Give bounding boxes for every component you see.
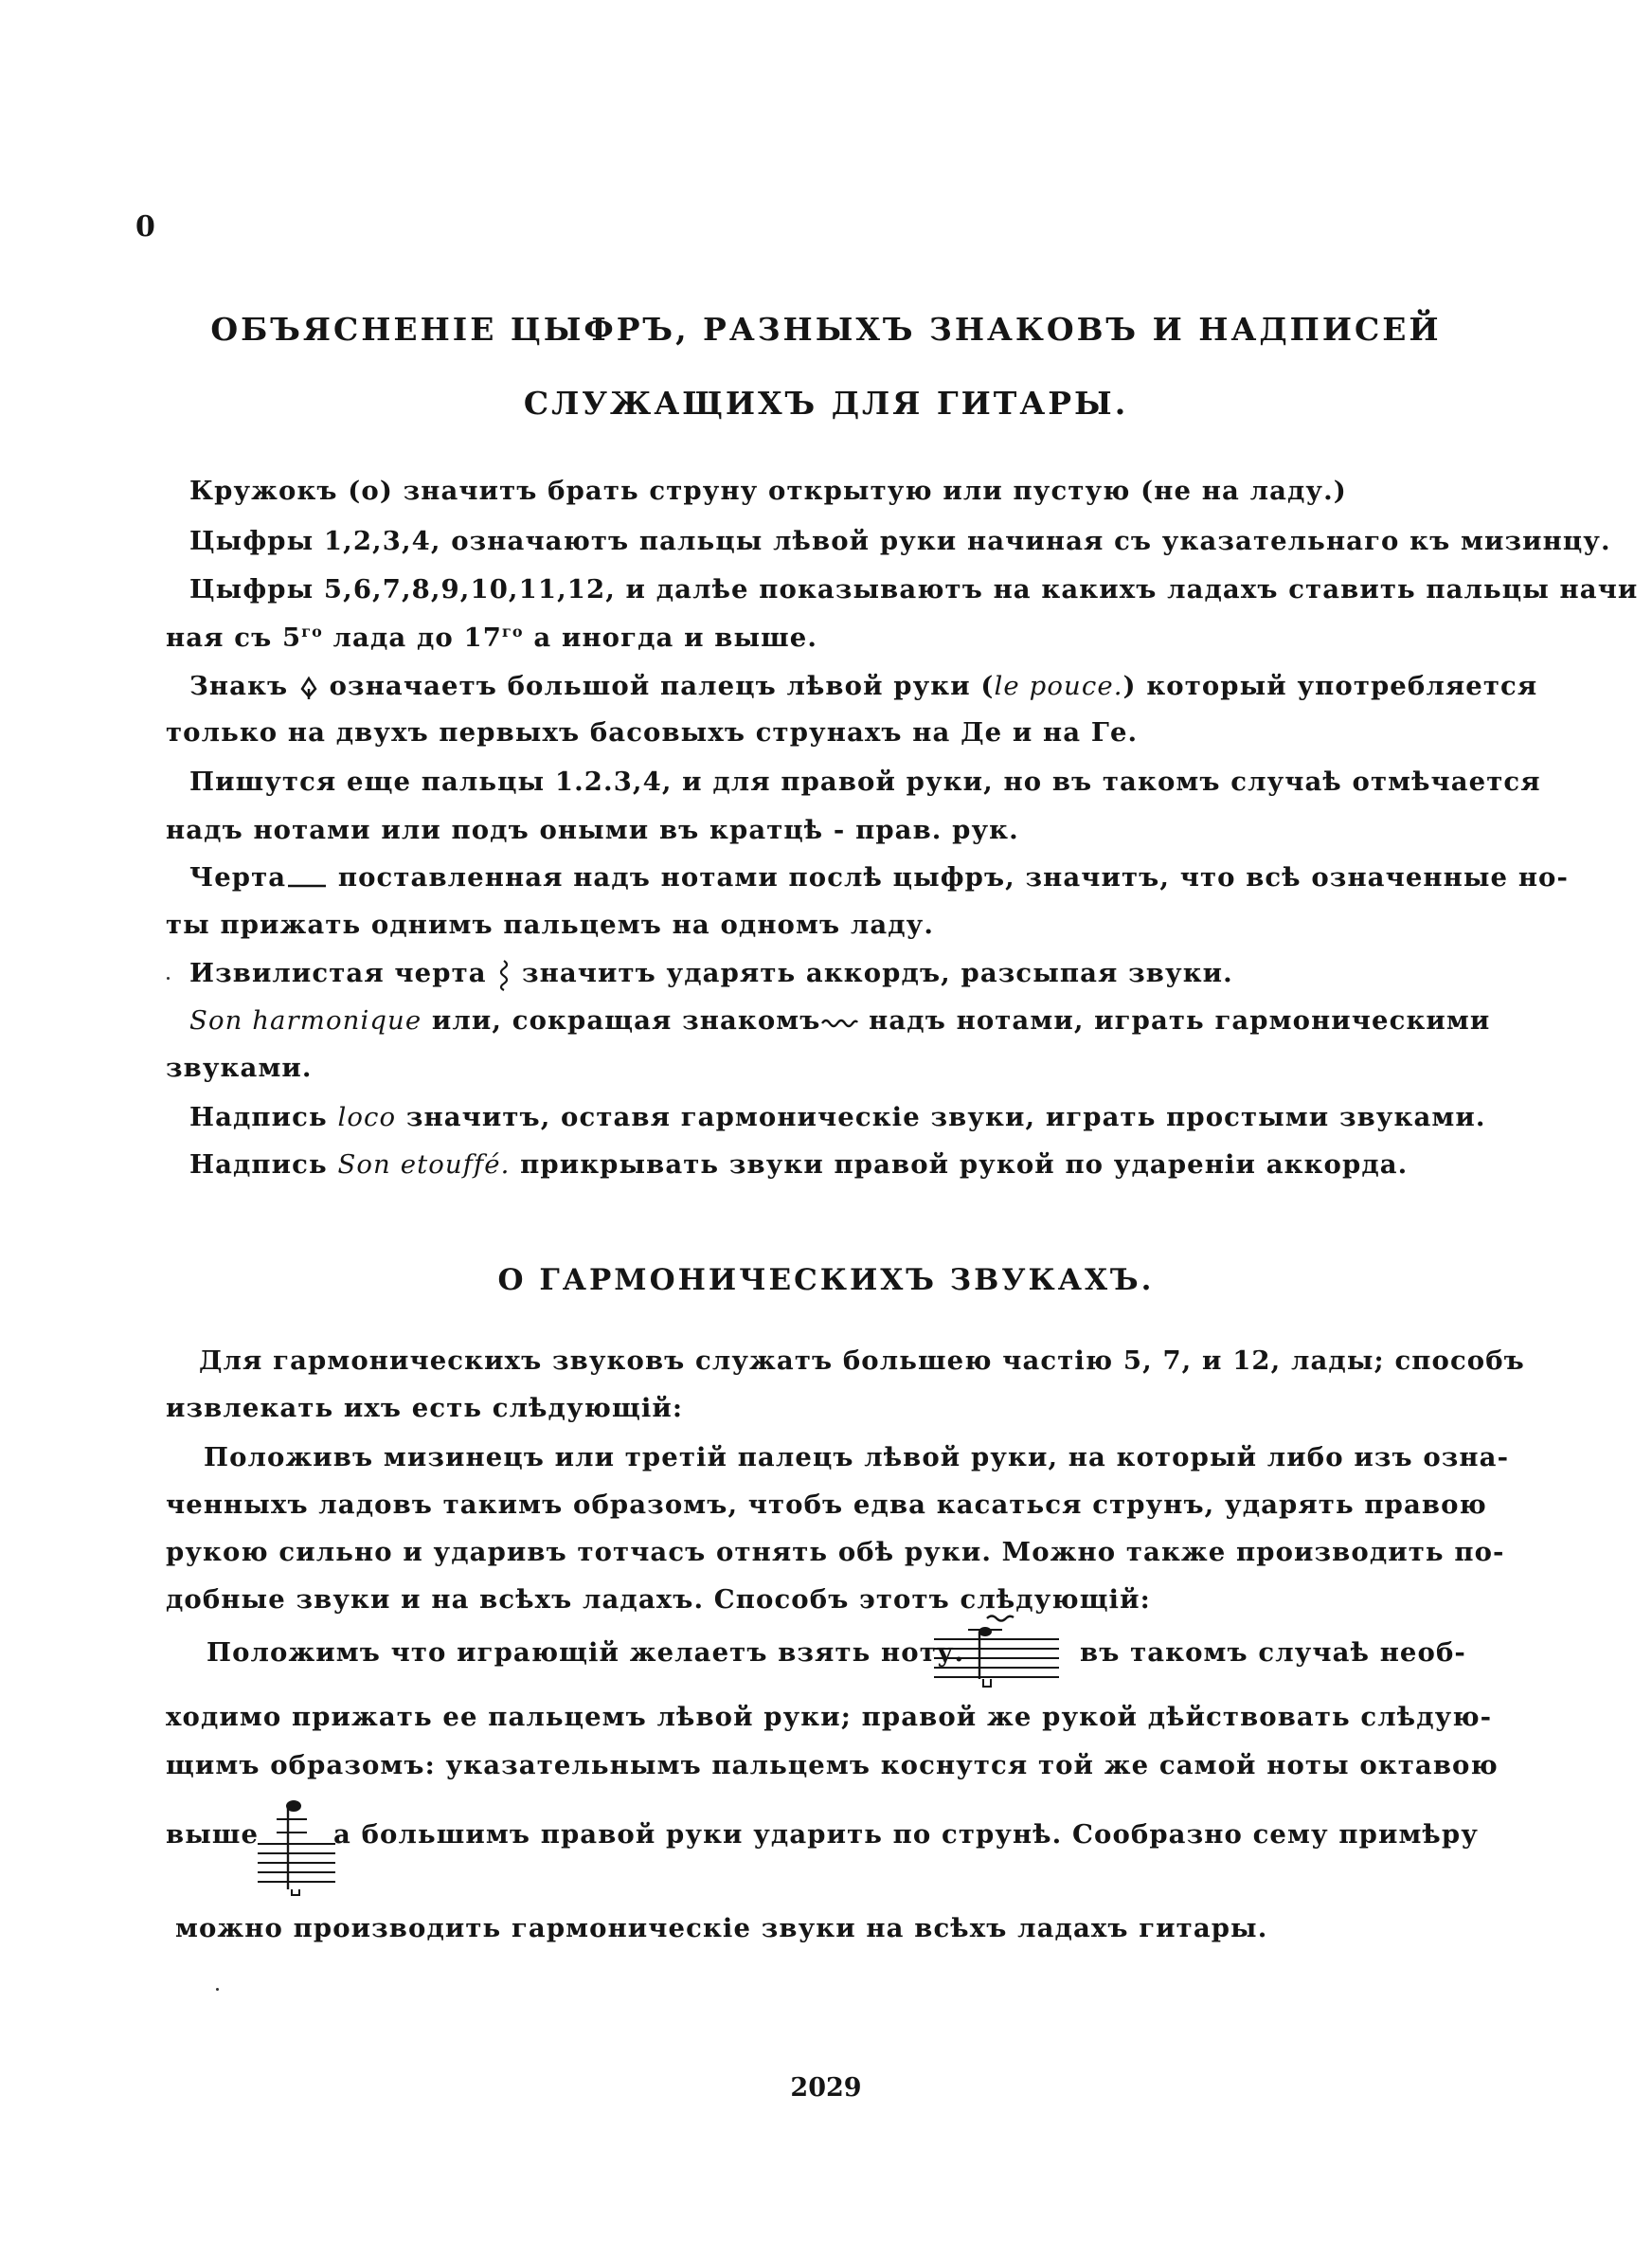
section-title-harmonics: О ГАРМОНИЧЕСКИХЪ ЗВУКАХЪ. <box>497 1263 1155 1297</box>
harmonics-line: Положимъ что играющiй желаетъ взять ноту. <box>206 1637 965 1668</box>
harmonics-line: ченныхъ ладовъ такимъ образомъ, чтобъ едва касаться струнъ, ударять правою <box>166 1490 1487 1520</box>
text-run: означаетъ большой палецъ лѣвой руки ( <box>318 671 995 701</box>
superscript: го <box>502 623 524 641</box>
thumb-sign-icon <box>298 676 319 700</box>
explanation-line: ты прижать однимъ пальцемъ на одномъ ладу. <box>166 910 935 940</box>
explanation-line: надъ нотами или подъ оными въ кратцѣ - прав. рук. <box>166 815 1019 845</box>
plate-number: 2029 <box>790 2073 862 2103</box>
harmonics-line: можно производить гармоническiе звуки на всѣхъ ладахъ гитары. <box>175 1913 1268 1943</box>
harmonics-line: ходимо прижать ее пальцемъ лѣвой руки; правой же рукой дѣйствовать слѣдую- <box>166 1702 1493 1732</box>
explanation-line: Цыфры 1,2,3,4, означаютъ пальцы лѣвой руки начиная съ указательнаго къ мизинцу. <box>189 526 1611 556</box>
text-run: Надпись <box>189 1102 338 1132</box>
section-title-line1: ОБЪЯСНЕНІЕ ЦЫФРЪ, РАЗНЫХЪ ЗНАКОВЪ И НАДПИСЕЙ <box>210 311 1442 348</box>
explanation-line: звуками. <box>166 1053 313 1083</box>
harmonics-line: рукою сильно и ударивъ тотчасъ отнять обѣ руки. Можно также производить по- <box>166 1537 1505 1567</box>
explanation-line <box>166 623 1511 653</box>
harmonics-line: щимъ образомъ: указательнымъ пальцемъ коснутся той же самой ноты октавою <box>166 1750 1499 1780</box>
explanation-line <box>189 1005 1535 1036</box>
italic-term: Son harmonique <box>189 1005 422 1036</box>
note-staff-example-2 <box>254 1795 339 1897</box>
harmonic-sign-icon <box>820 1016 858 1029</box>
text-run: ная съ 5 <box>166 623 302 653</box>
print-speck <box>167 977 170 980</box>
explanation-line <box>189 958 1535 991</box>
text-run: лада до 17 <box>322 623 502 653</box>
superscript: го <box>301 623 323 641</box>
text-run: Черта <box>189 862 287 893</box>
italic-term: le pouce. <box>994 671 1123 701</box>
explanation-line: Цыфры 5,6,7,8,9,10,11,12, и далѣе показываютъ на какихъ ладахъ ставить пальцы начи <box>189 574 1639 605</box>
harmonics-line: добные звуки и на всѣхъ ладахъ. Способъ этотъ слѣдующiй: <box>166 1584 1151 1615</box>
text-run: Надпись <box>189 1149 338 1180</box>
page-number: 0 <box>135 210 155 244</box>
explanation-line: Кружокъ (o) значитъ брать струну открытую или пустую (не на ладу.) <box>189 476 1347 506</box>
explanation-line: Пишутся еще пальцы 1.2.3,4, и для правой руки, но въ такомъ случаѣ отмѣчается <box>189 767 1541 797</box>
note-staff-example-1 <box>930 1611 1063 1688</box>
harmonics-line: Для гармоническихъ звуковъ служатъ большею частiю 5, 7, и 12, лады; способъ <box>199 1345 1525 1376</box>
text-run: а иногда и выше. <box>523 623 818 653</box>
harmonics-line: въ такомъ случаѣ необ- <box>1080 1637 1466 1668</box>
text-run: поставленная надъ нотами послѣ цыфръ, значитъ, что всѣ означенные но- <box>328 862 1570 893</box>
print-speck <box>216 1988 219 1991</box>
explanation-line <box>189 1149 1535 1180</box>
explanation-line <box>189 862 1570 893</box>
text-run: ) который употребляется <box>1122 671 1538 701</box>
text-run: Знакъ <box>189 671 289 701</box>
explanation-line: только на двухъ первыхъ басовыхъ струнахъ на Де и на Ге. <box>166 717 1139 748</box>
harmonics-line: Положивъ мизинецъ или третiй палецъ лѣвой руки, на который либо изъ озна- <box>204 1442 1510 1472</box>
text-run: надъ нотами, играть гармоническими <box>858 1005 1491 1036</box>
section-title-line2: СЛУЖАЩИХЪ ДЛЯ ГИТАРЫ. <box>523 385 1129 422</box>
harmonics-line: а большимъ правой руки ударить по струнѣ. Сообразно сему примѣру <box>333 1819 1479 1850</box>
text-run: Извилистая черта <box>189 958 487 988</box>
explanation-line <box>189 1102 1535 1132</box>
text-run: прикрывать звуки правой рукой по ударенiи аккорда. <box>510 1149 1409 1180</box>
text-run: значитъ, оставя гармоническіе звуки, играть простыми звуками. <box>396 1102 1486 1132</box>
explanation-line <box>189 671 1538 701</box>
italic-term: loco <box>337 1102 397 1132</box>
harmonics-line: выше <box>166 1819 260 1850</box>
bar-line-icon <box>286 870 328 889</box>
text-run: значитъ ударять аккордъ, разсыпая звуки. <box>512 958 1233 988</box>
italic-term: Son etouffé. <box>337 1149 511 1180</box>
text-run: или, сокращая знакомъ <box>422 1005 821 1036</box>
harmonics-line: извлекать ихъ есть слѣдующiй: <box>166 1393 684 1423</box>
wavy-line-icon <box>496 959 512 991</box>
